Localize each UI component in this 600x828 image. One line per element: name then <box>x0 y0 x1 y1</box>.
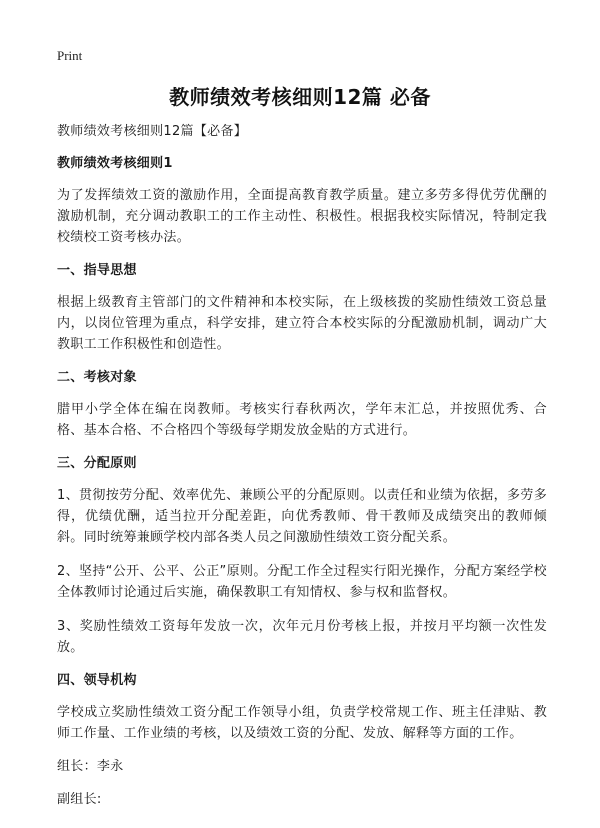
print-label: Print <box>57 48 83 63</box>
leadership-paragraph: 学校成立奖励性绩效工资分配工作领导小组，负责学校常规工作、班主任津贴、教师工作量、工作业绩的考核，以及绩效工资的分配、发放、解释等方面的工作。 <box>57 705 547 741</box>
section-heading-leadership: 四、领导机构 <box>57 673 137 688</box>
main-section-heading: 教师绩效考核细则1 <box>57 156 173 171</box>
vice-leader-line: 副组长: <box>57 792 102 807</box>
section-heading-guiding-ideology: 一、指导思想 <box>57 263 137 278</box>
guiding-ideology-paragraph: 根据上级教育主管部门的文件精神和本校实际，在上级核拨的奖励性绩效工资总量内，以岗位管理为重点，科学安排，建立符合本校实际的分配激励机制，调动广大教职工工作积极性和创造性。 <box>57 295 547 352</box>
principle-paragraph-2: 2、坚持“公开、公平、公正”原则。分配工作全过程实行阳光操作，分配方案经学校全体教师讨论通过后实施，确保教职工有知情权、参与权和监督权。 <box>57 564 547 600</box>
section-heading-assessment-targets: 二、考核对象 <box>57 370 137 385</box>
document-subtitle: 教师绩效考核细则12篇【必备】 <box>57 124 248 139</box>
intro-paragraph: 为了发挥绩效工资的激励作用，全面提高教育教学质量。建立多劳多得优劳优酬的激励机制，充分调动教职工的工作主动性、积极性。根据我校实际情况，特制定我校绩校工资考核办法。 <box>57 188 547 245</box>
document-title: 教师绩效考核细则12篇 必备 <box>169 85 431 109</box>
section-heading-distribution-principles: 三、分配原则 <box>57 456 137 471</box>
document-body <box>57 122 547 822</box>
assessment-targets-paragraph: 腊甲小学全体在编在岗教师。考核实行春秋两次，学年末汇总，并按照优秀、合格、基本合格、不合格四个等级每学期发放金贴的方式进行。 <box>57 402 547 438</box>
principle-paragraph-3: 3、奖励性绩效工资每年发放一次，次年元月份考核上报，并按月平均额一次性发放。 <box>57 619 547 655</box>
group-leader-line: 组长：李永 <box>57 759 124 774</box>
principle-paragraph-1: 1、贯彻按劳分配、效率优先、兼顾公平的分配原则。以责任和业绩为依据，多劳多得，优绩优酬，适当拉开分配差距，向优秀教师、骨干教师及成绩突出的教师倾斜。同时统筹兼顾学校内部各类人员之间激励性绩效工资分配关系。 <box>57 488 547 545</box>
